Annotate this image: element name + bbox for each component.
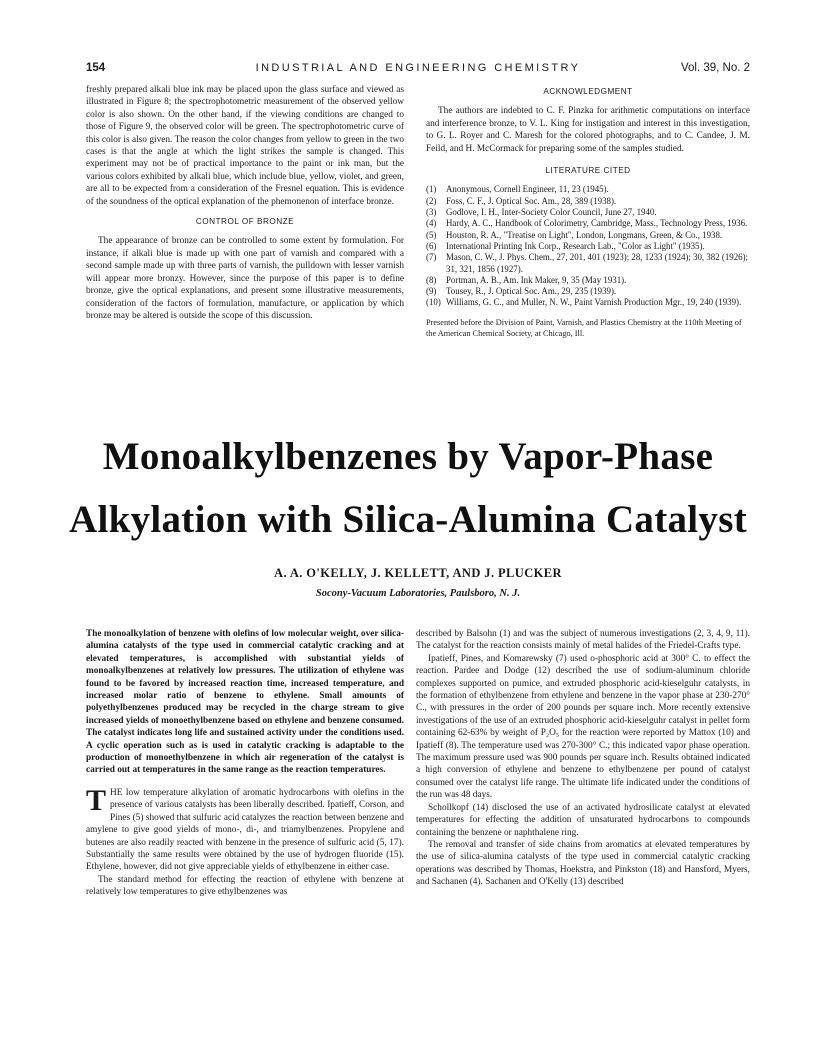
reference-item: (1) Anonymous, Cornell Engineer, 11, 23 (1945).: [426, 184, 609, 195]
lower-left-column: [86, 628, 404, 899]
reference-item: (10) Williams, G. C., and Muller, N. W., Paint Varnish Production Mgr., 19, 240 (1939).: [426, 297, 742, 308]
reference-item: (2) Foss, C. F., J. Optical Soc. Am., 28, 389 (1938).: [426, 195, 617, 206]
page-number: 154: [86, 62, 106, 74]
section-heading: CONTROL OF BRONZE: [195, 217, 295, 227]
reference-list: [426, 184, 750, 308]
reference-item: (5) Houston, R. A., "Treatise on Light", London, Longmans, Green, & Co., 1938.: [426, 229, 723, 240]
paragraph: freshly prepared alkali blue ink may be placed upon the glass surface and viewed as illustrated in Figure 8; the spectrophotometric measurement of the observed yellow color is also shown. On the other hand, if the viewing conditions are changed to those of Figure 9, the observed color will be green. The spectrophotometric curve of this color is also given. The reason the color changes from yellow to green in the two cases is that the angle at which the light strikes the sample is changed. This experiment may not be of practical importance to the paint or ink man, but the various colors exhibited by alkali blue, which include blue, yellow, violet, and green, are all to be expected from a consideration of the Fresnel equation. This is evidence of the soundness of the optical explanation of the phemonenon of interface bronze.: [86, 85, 404, 207]
reference-item: (8) Portman, A. B., Am. Ink Maker, 9, 35 (May 1931).: [426, 274, 627, 285]
section-heading: LITERATURE CITED: [545, 166, 631, 176]
paragraph: Ipatieff, Pines, and Komarewsky (7) used o-phosphoric acid at 300° C. to effect the reaction. Pardee and Dodge (12) described the use of sodium-aluminum chloride complexes supported on pumice, and extruded phosphoric acid-kieselguhr catalysts, in the formation of ethylbenzene from ethylene and benzene in the vapor phase at 230-270° C., with pressures in the order of 200 pounds per square inch. More recently extensive investigations of the use of an extruded phosphoric acid-kieselguhr catalyst in pellet form containing 62-63% by weight of P₂O₅ for the reaction were reported by Mattox (10) and Ipatieff (8). The temperature used was 270-300° C.; this indicated vapor phase operation. The maximum pressure used was 900 pounds per square inch. Results obtained indicated a high conversion of ethylene and benzene to ethylbenzene per pound of catalyst consumed over the catalyst life range. The ultimate life indicated under the conditions of the run was 48 days.: [416, 653, 750, 801]
reference-item: (3) Godlove, I. H., Inter-Society Color Council, June 27, 1940.: [426, 207, 657, 218]
article-authors: A. A. O'KELLY, J. KELLETT, AND J. PLUCKER: [274, 566, 562, 580]
presentation-note: Presented before the Division of Paint, Varnish, and Plastics Chemistry at the 110th Meeting of the American Chemical Society, at Chicago, Ill.: [426, 317, 742, 338]
upper-left-column: [86, 84, 404, 322]
paragraph: The standard method for effecting the reaction of ethylene with benzene at relatively low temperatures to give ethylbenzenes was: [86, 874, 404, 898]
paragraph: Schollkopf (14) disclosed the use of an activated hydrosilicate catalyst at elevated temperatures for effecting the addition of unsaturated hydrocarbons to compounds containing the benzene or naphthalene ring.: [416, 802, 750, 838]
abstract: The monoalkylation of benzene with olefins of low molecular weight, over silica-alumina catalysts of the type used in commercial catalytic cracking and at elevated temperatures, is accomplished with substantial yields of monoalkylbenzenes at relatively low pressures. The utilization of ethylene was found to be favored by increased reaction time, increased temperature, and increased molar ratio of benzene to ethylene. Small amounts of polyethylbenzenes produced may be recycled in the charge stream to give increased yields of monoethylbenzene based on ethylene and benzene consumed. The catalyst indicates long life and sustained activity under the conditions used. A cyclic operation such as is used in catalytic cracking is adaptable to the production of monoethylbenzene in which air regeneration of the catalyst is carried out at temperatures in the same range as the reaction temperatures.: [86, 629, 404, 776]
running-head: [86, 62, 750, 76]
lower-right-column: [416, 628, 750, 889]
journal-name: INDUSTRIAL AND ENGINEERING CHEMISTRY: [255, 62, 581, 74]
section-heading: ACKNOWLEDGMENT: [543, 87, 633, 96]
article-title-line-2: Alkylation with Silica-Alumina Catalyst: [68, 498, 747, 541]
paragraph: The removal and transfer of side chains from aromatics at elevated temperatures by the use of silica-alumina catalysts of the type used in commercial catalytic cracking operations was described by Thomas, Hoekstra, and Pinkston (18) and Hansford, Myers, and Sachanen (4). Sachanen and O'Kelly (13) described: [416, 839, 750, 888]
drop-cap: T: [86, 783, 107, 817]
introduction-paragraph: THE low temperature alkylation of aromatic hydrocarbons with olefins in the presence of various catalysts has been liberally described. Ipatieff, Corson, and Pines (5) showed that sulfuric acid catalyzes the reaction between benzene and amylene to give good yields of mono-, di-, and triamylbenzenes. Propylene and butenes are also readily reacted with benzene in the presence of sulfuric acid (5, 17). Substantially the same results were obtained by the use of hydrogen fluoride (15). Ethylene, however, did not give appreciable yields of ethylbenzene in either case.: [86, 783, 404, 873]
acknowledgment-text: The authors are indebted to C. F. Pinzka for arithmetic computations on interface and interference bronze, to V. L. King for instigation and interest in this investigation, to G. L. Royer and C. Maresh for the colored photographs, and to C. Candee, J. M. Feild, and H. McCormack for preparing some of the samples studied.: [426, 106, 750, 154]
paragraph: described by Balsohn (1) and was the subject of numerous investigations (2, 3, 4, 9, 11). The catalyst for the reaction consists mainly of metal halides of the Friedel-Crafts type.: [416, 629, 750, 652]
upper-right-column: [426, 84, 750, 339]
reference-item: (7) Mason, C. W., J. Phys. Chem., 27, 201, 401 (1923); 28, 1233 (1924); 30, 382 (1926); 31, 321, 1856 (1927).: [426, 252, 748, 274]
reference-item: (9) Tousey, R., J. Optical Soc. Am., 29, 235 (1939).: [426, 286, 617, 297]
reference-item: (6) International Printing Ink Corp., Research Lab., "Color as Light" (1935).: [426, 240, 705, 251]
reference-item: (4) Hardy, A. C., Handbook of Colorimetry, Cambridge, Mass., Technology Press, 1936.: [426, 218, 748, 229]
author-affiliation: Socony-Vacuum Laboratories, Paulsboro, N. J.: [315, 588, 521, 599]
volume-issue: Vol. 39, No. 2: [680, 62, 750, 74]
article-title-line-1: Monoalkylbenzenes by Vapor-Phase: [102, 435, 714, 478]
paragraph: The appearance of bronze can be controlled to some extent by formulation. For instance, if alkali blue is made up with one part of varnish and compared with a second sample made up with three parts of varnish, the pulldown with lesser varnish will appear more bronzy. However, since the purpose of this paper is to define bronze, give the optical explanations, and present some illustrative measurements, consideration of the factors of formulation, manufacture, or application by which bronze may be altered is outside the scope of this discussion.: [86, 236, 404, 321]
